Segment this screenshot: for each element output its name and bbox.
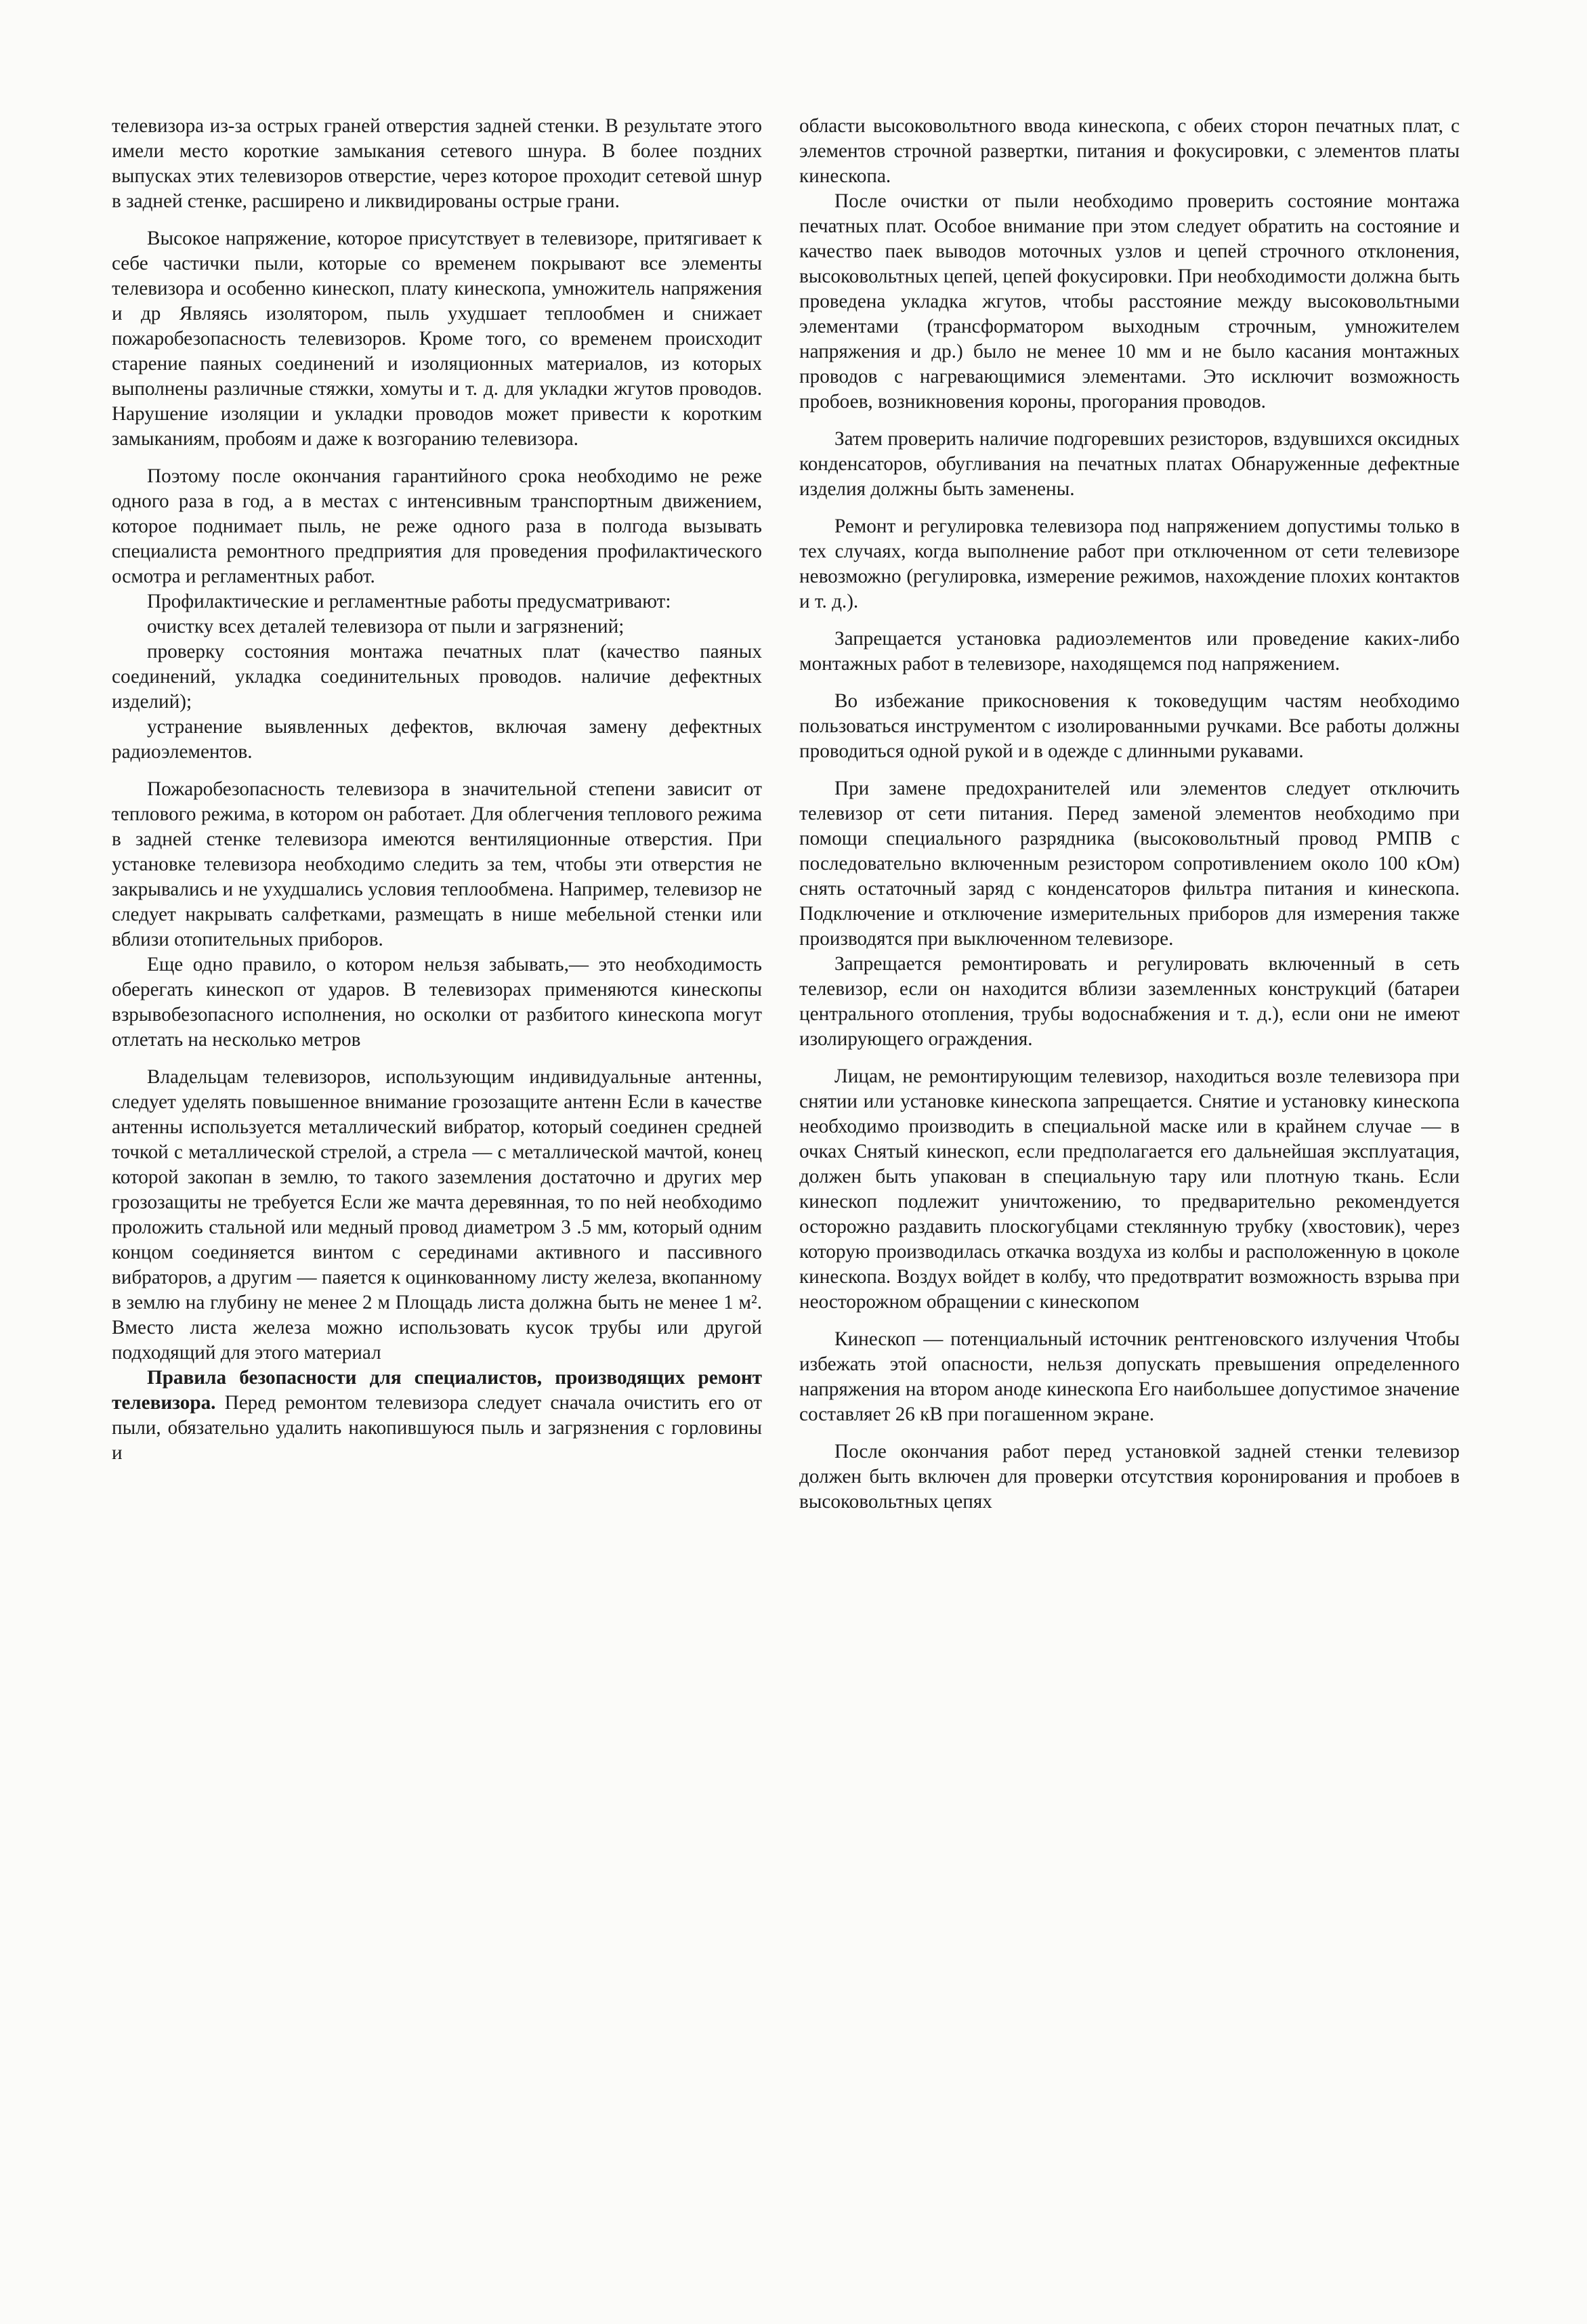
rules-paragraph: [112, 1366, 762, 1466]
paragraph: Ремонт и регулировка телевизора под напряжением допустимы только в тех случаях, когда выполнение работ при отключенном от сети телевизоре невозможно (регулировка, измерение режимов, нахождение плохих контактов и т. д.).: [799, 515, 1460, 612]
rules-heading: Правила безопасности для специалистов, производящих ремонт телевизора.: [112, 1367, 762, 1414]
paragraph: Во избежание прикосновения к токоведущим частям необходимо пользоваться инструментом с изолированными ручками. Все работы должны проводиться одной рукой и в одежде с длинными рукавами.: [799, 690, 1460, 762]
paragraph: После очистки от пыли необходимо проверить состояние монтажа печатных плат. Особое внимание при этом следует обратить на состояние и качество паек выводов моточных узлов и цепей строчного отклонения, высоковольтных цепей, цепей фокусировки. При необходимости должна быть проведена укладка жгутов, чтобы расстояние между высоковольтными элементами (трансформатором выходным строчным, умножителем напряжения и др.) было не менее 10 мм и не было касания монтажных проводов с нагревающимися элементами. Это исключит возможность пробоев, возникновения короны, прогорания проводов.: [799, 190, 1460, 413]
paragraph: Запрещается установка радиоэлементов или проведение каких-либо монтажных работ в телевизоре, находящемся под напряжением.: [799, 628, 1460, 675]
paragraph: Кинескоп — потенциальный источник рентгеновского излучения Чтобы избежать этой опасности, нельзя допускать превышения определенного напряжения на втором аноде кинескопа Его наибольшее допустимое значение составляет 26 кВ при погашенном экране.: [799, 1328, 1460, 1425]
paragraph: Владельцам телевизоров, использующим индивидуальные антенны, следует уделять повышенное внимание грозозащите антенн Если в качестве антенны используется металлический вибратор, который соединен средней точкой с металлической стрелой, а стрела — с металлической мачтой, конец которой закопан в землю, то такого заземления достаточно и других мер грозозащиты не требуется Если же мачта деревянная, то по ней необходимо проложить стальной или медный провод диаметром 3 .5 мм, который одним концом соединяется винтом с серединами активного и пассивного вибраторов, а другим — паяется к оцинкованному листу железа, вкопанному в землю на глубину не менее 2 м Площадь листа должна быть не менее 1 м². Вместо листа железа можно использовать кусок трубы или другой подходящий для этого материал: [112, 1066, 762, 1364]
paragraph: При замене предохранителей или элементов следует отключить телевизор от сети питания. Перед заменой элементов необходимо при помощи специального разрядника (высоковольтный провод РМПВ с последовательно включенным резистором сопротивлением около 100 кОм) снять остаточный заряд с конденсаторов фильтра питания и кинескопа. Подключение и отключение измерительных приборов для измерения также производятся при выключенном телевизоре.: [799, 778, 1460, 950]
paragraph: Запрещается ремонтировать и регулировать включенный в сеть телевизор, если он находится вблизи заземленных конструкций (батареи центрального отопления, трубы водоснабжения и т. д.), если они не имеют изолирующего ограждения.: [799, 953, 1460, 1050]
paragraph: Поэтому после окончания гарантийного срока необходимо не реже одного раза в год, а в местах с интенсивным транспортным движением, которое поднимает пыль, не реже одного раза в полгода вызывать специалиста ремонтного предприятия для проведения профилактического осмотра и регламентных работ.: [112, 465, 762, 587]
paragraph: области высоковольтного ввода кинескопа, с обеих сторон печатных плат, с элементов строчной развертки, питания и фокусировки, с элементов платы кинескопа.: [799, 115, 1460, 187]
list-item: очистку всех деталей телевизора от пыли и загрязнений;: [147, 616, 625, 637]
list-item: проверку состояния монтажа печатных плат (качество паяных соединений, укладка соединительных проводов. наличие дефектных изделий);: [112, 641, 762, 713]
paragraph: телевизора из-за острых граней отверстия задней стенки. В результате этого имели место короткие замыкания сетевого шнура. В более поздних выпусках этих телевизоров отверстие, через которое проходит сетевой шнур в задней стенке, расширено и ликвидированы острые грани.: [112, 115, 762, 212]
paragraph: Высокое напряжение, которое присутствует в телевизоре, притягивает к себе частички пыли, которые со временем покрывают все элементы телевизора и особенно кинескоп, плату кинескопа, умножитель напряжения и др Являясь изолятором, пыль ухудшает теплообмен и снижает пожаробезопасность телевизоров. Кроме того, со временем происходит старение паяных соединений и изоляционных материалов, из которых выполнены различные стяжки, хомуты и т. д. для укладки жгутов проводов. Нарушение изоляции и укладки проводов может привести к коротким замыканиям, пробоям и даже к возгоранию телевизора.: [112, 228, 762, 450]
paragraph: Лицам, не ремонтирующим телевизор, находиться возле телевизора при снятии или установке кинескопа запрещается. Снятие и установку кинескопа необходимо производить в специальной маске или в крайнем случае — в очках Снятый кинескоп, если предполагается его дальнейшая эксплуатация, должен быть упакован в специальную тару или плотную ткань. Если кинескоп подлежит уничтожению, то предварительно рекомендуется осторожно раздавить плоскогубцами стеклянную трубку (хвостовик), через которую производилась откачка воздуха из колбы и расположенную в цоколе кинескопа. Воздух войдет в колбу, что предотвратит возможность взрыва при неосторожном обращении с кинескопом: [799, 1065, 1460, 1313]
paragraph: Затем проверить наличие подгоревших резисторов, вздувшихся оксидных конденсаторов, обугливания на печатных платах Обнаруженные дефектные изделия должны быть заменены.: [799, 428, 1460, 500]
paragraph: Еще одно правило, о котором нельзя забывать,— это необходимость оберегать кинескоп от ударов. В телевизорах применяются кинескопы взрывобезопасного исполнения, но осколки от разбитого кинескопа могут отлетать на несколько метров: [112, 954, 762, 1051]
paragraph: Пожаробезопасность телевизора в значительной степени зависит от теплового режима, в котором он работает. Для облегчения теплового режима в задней стенке телевизора имеются вентиляционные отверстия. При установке телевизора необходимо следить за тем, чтобы эти отверстия не закрывались и не ухудшались условия теплообмена. Например, телевизор не следует накрывать салфетками, размещать в нише мебельной стенки или вблизи отопительных приборов.: [112, 778, 762, 950]
rules-text: Перед ремонтом телевизора следует сначала очистить его от пыли, обязательно удалить накопившуюся пыль и загрязнения с горловины и: [112, 1392, 762, 1464]
left-column: [112, 114, 762, 1466]
right-column: [799, 114, 1460, 1515]
list-item: устранение выявленных дефектов, включая замену дефектных радиоэлементов.: [112, 716, 762, 763]
paragraph: Профилактические и регламентные работы предусматривают:: [147, 591, 671, 612]
paragraph: После окончания работ перед установкой задней стенки телевизор должен быть включен для проверки отсутствия коронирования и пробоев в высоковольтных цепях: [799, 1441, 1460, 1513]
